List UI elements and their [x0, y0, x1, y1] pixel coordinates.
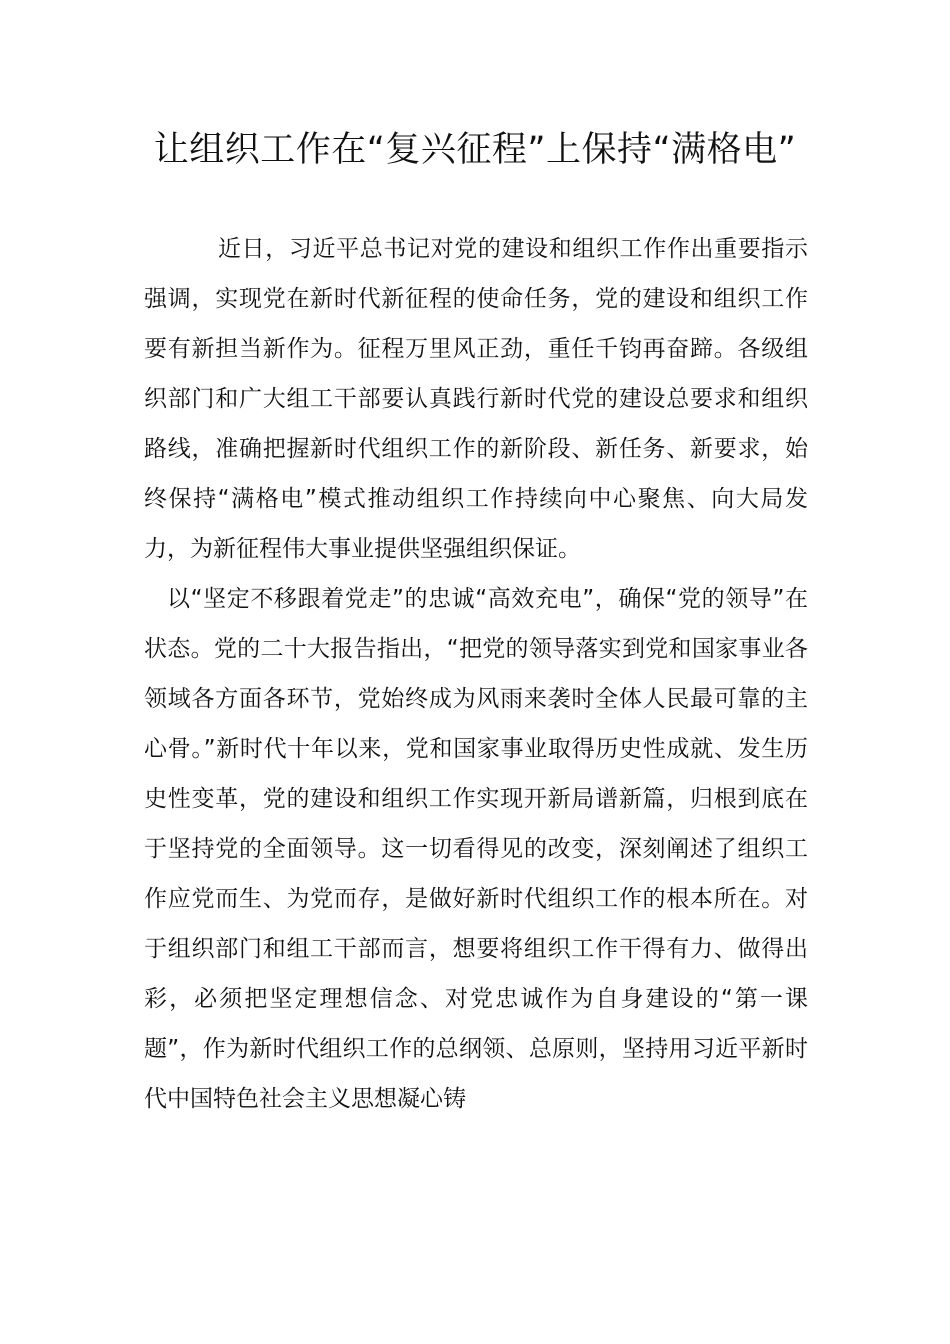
document-body	[144, 224, 808, 1124]
paragraph-1: 近日，习近平总书记对党的建设和组织工作作出重要指示强调，实现党在新时代新征程的使命任务，党的建设和组织工作要有新担当新作为。征程万里风正劲，重任千钧再奋蹄。各级组织部门和广大组工干部要认真践行新时代党的建设总要求和组织路线，准确把握新时代组织工作的新阶段、新任务、新要求，始终保持“满格电”模式推动组织工作持续向中心聚焦、向大局发力，为新征程伟大事业提供坚强组织保证。	[144, 236, 808, 562]
document-title: 让组织工作在“复兴征程”上保持“满格电”	[153, 130, 797, 170]
paragraph-2: 以“坚定不移跟着党走”的忠诚“高效充电”，确保“党的领导”在状态。党的二十大报告指出，“把党的领导落实到党和国家事业各领域各方面各环节，党始终成为风雨来袭时全体人民最可靠的主心骨。”新时代十年以来，党和国家事业取得历史性成就、发生历史性变革，党的建设和组织工作实现开新局谱新篇，归根到底在于坚持党的全面领导。这一切看得见的改变，深刻阐述了组织工作应党而生、为党而存，是做好新时代组织工作的根本所在。对于组织部门和组工干部而言，想要将组织工作干得有力、做得出彩，必须把坚定理想信念、对党忠诚作为自身建设的“第一课题”，作为新时代组织工作的总纲领、总原则，坚持用习近平新时代中国特色社会主义思想凝心铸	[144, 586, 808, 1112]
